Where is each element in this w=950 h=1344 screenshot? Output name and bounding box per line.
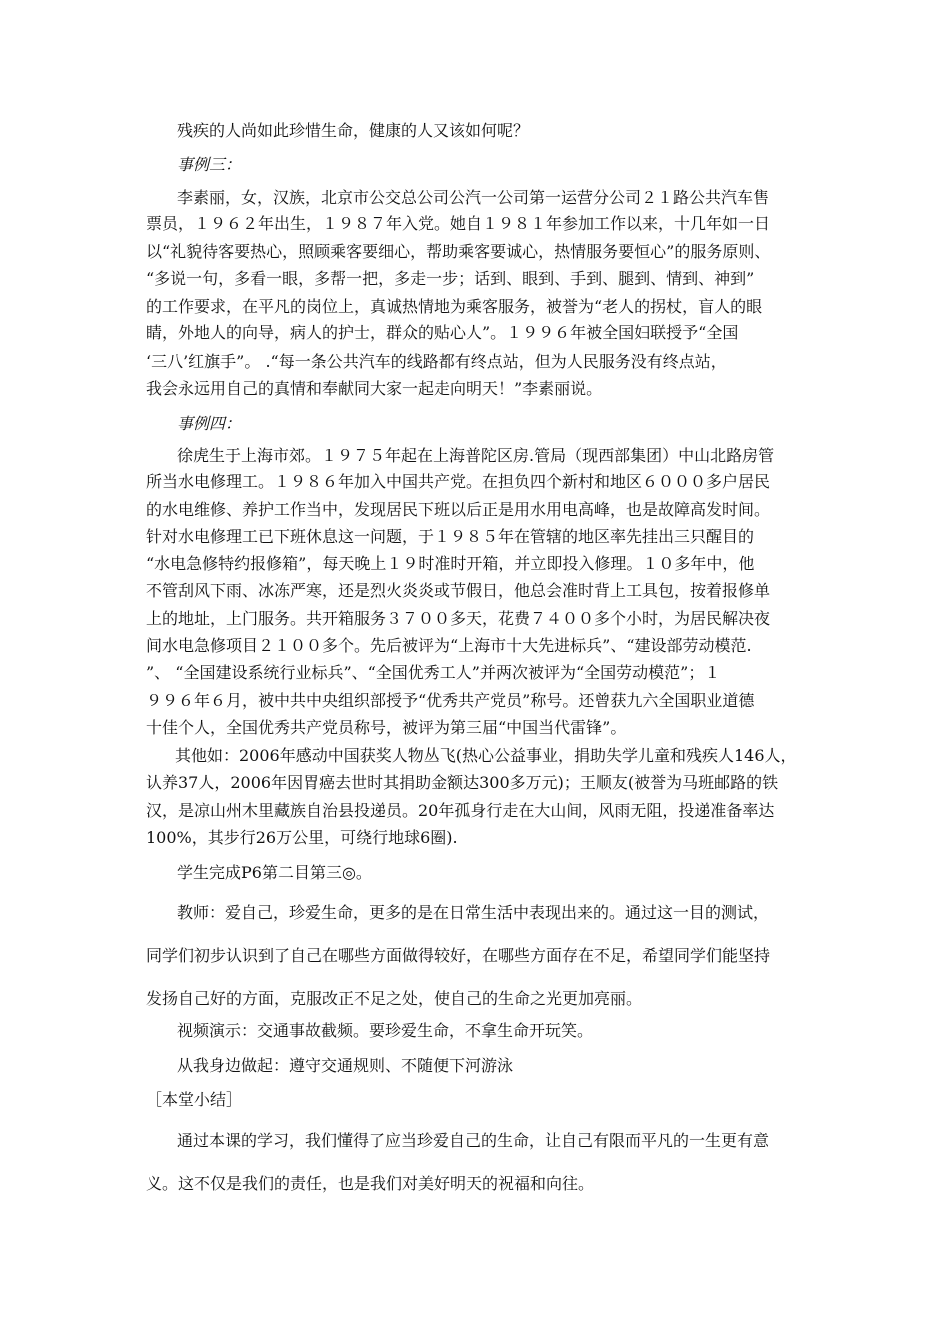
others-line: 100%，其步行26万公里，可绕行地球6圈).: [146, 828, 458, 847]
case4-line: 徐虎生于上海市郊。１９７５年起在上海普陀区房.管局（现西部集团）中山北路房管: [177, 446, 775, 465]
case3-line: 的工作要求，在平凡的岗位上，真诚热情地为乘客服务，被誉为“老人的拐杖，盲人的眼: [146, 297, 763, 316]
case4-heading: 事例四：: [177, 414, 242, 433]
case3-line: ‘三八’红旗手”。 .“每一条公共汽车的线路都有终点站，但为人民服务没有终点站，: [146, 352, 727, 371]
intro-question: 残疾的人尚如此珍惜生命，健康的人又该如何呢？: [177, 121, 530, 140]
others-line: 汉，是凉山州木里藏族自治县投递员。20年孤身行走在大山间，风雨无阻，投递准备率达: [146, 801, 775, 820]
summary-line: 通过本课的学习，我们懂得了应当珍爱自己的生命，让自己有限而平凡的一生更有意: [177, 1131, 770, 1150]
case3-heading: 事例三：: [177, 155, 242, 174]
teacher-line: 同学们初步认识到了自己在哪些方面做得较好，在哪些方面存在不足，希望同学们能坚持: [146, 946, 771, 965]
summary-heading: ［本堂小结］: [146, 1090, 243, 1109]
case4-line: 十佳个人，全国优秀共产党员称号，被评为第三届“中国当代雷锋”。: [146, 718, 627, 737]
case3-line: “多说一句，多看一眼，多帮一把，多走一步；话到、眼到、手到、腿到、情到、神到”: [146, 269, 755, 288]
summary-line: 义。这不仅是我们的责任，也是我们对美好明天的祝福和向往。: [146, 1174, 595, 1193]
case4-line: 的水电维修、养护工作当中，发现居民下班以后正是用水用电高峰，也是故障高发时间。: [146, 500, 771, 519]
others-line: 其他如：2006年感动中国获奖人物丛飞(热心公益事业，捐助失学儿童和残疾人146人，: [175, 746, 797, 765]
others-line: 认养37人，2006年因胃癌去世时其捐助金额达300多万元)；王顺友(被誉为马班邮路的铁: [146, 773, 779, 792]
case4-line: 间水电急修项目２１００多个。先后被评为“上海市十大先进标兵”、“建设部劳动模范.: [146, 636, 752, 655]
case3-line: 睛，外地人的向导，病人的护士，群众的贴心人”。１９９６年被全国妇联授予“全国: [146, 323, 739, 342]
case4-line: 上的地址，上门服务。共开箱服务３７００多天，花费７４００多个小时，为居民解决夜: [146, 609, 771, 628]
case3-line: 李素丽，女，汉族，北京市公交总公司公汽一公司第一运营分公司２１路公共汽车售: [177, 188, 770, 207]
case3-line: 票员，１９６２年出生，１９８７年入党。她自１９８１年参加工作以来，十几年如一日: [146, 214, 771, 233]
teacher-line: 发扬自己好的方面，克服改正不足之处，使自己的生命之光更加亮丽。: [146, 989, 643, 1008]
teacher-line: 教师：爱自己，珍爱生命，更多的是在日常生活中表现出来的。通过这一目的测试，: [177, 903, 770, 922]
case4-line: ９９６年６月，被中共中央组织部授予“优秀共产党员”称号。还曾获九六全国职业道德: [146, 691, 755, 710]
video-demo: 视频演示：交通事故截频。要珍爱生命，不拿生命开玩笑。: [177, 1021, 594, 1040]
case4-line: ”、 “全国建设系统行业标兵”、“全国优秀工人”并两次被评为“全国劳动模范”；１: [146, 663, 721, 682]
case4-line: 针对水电修理工已下班休息这一问题，于１９８５年在管辖的地区率先挂出三只醒目的: [146, 527, 755, 546]
case3-line: 我会永远用自己的真情和奉献同大家一起走向明天！”李素丽说。: [146, 379, 603, 398]
student-task: 学生完成P6第二目第三◎。: [177, 863, 372, 882]
case4-line: 所当水电修理工。１９８６年加入中国共产党。在担负四个新村和地区６０００多户居民: [146, 472, 771, 491]
case3-line: 以“礼貌待客要热心，照顾乘客要细心，帮助乘客要诚心，热情服务要恒心”的服务原则、: [146, 242, 771, 261]
case4-line: “水电急修特约报修箱”，每天晚上１９时准时开箱，并立即投入修理。１０多年中，他: [146, 554, 755, 573]
start-from-me: 从我身边做起：遵守交通规则、不随便下河游泳: [177, 1056, 514, 1075]
case4-line: 不管刮风下雨、冰冻严寒，还是烈火炎炎或节假日，他总会准时背上工具包，按着报修单: [146, 581, 771, 600]
